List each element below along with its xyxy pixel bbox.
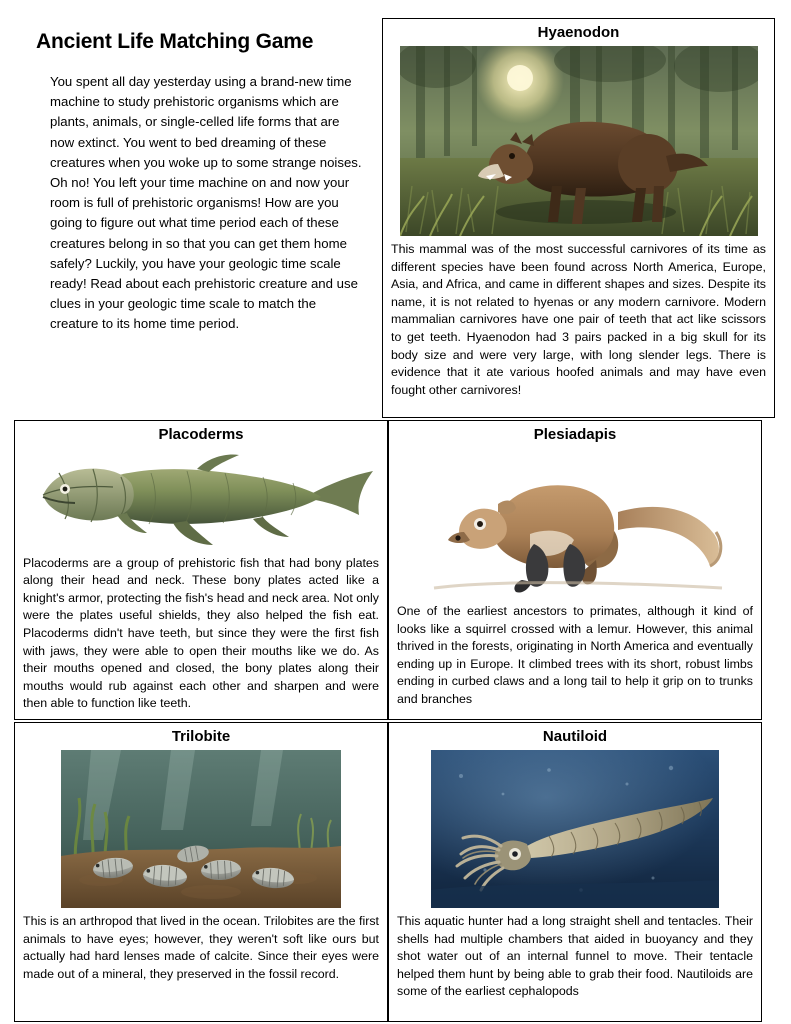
placoderm-fish-illustration — [21, 447, 381, 551]
intro-section — [14, 18, 382, 418]
card-image-hyaenodon — [383, 45, 774, 237]
card-image-trilobite — [15, 749, 387, 909]
intro-paragraph: You spent all day yesterday using a brand-new time machine to study prehistoric organisms which are plants, animals, or single-celled life forms that are now extinct. You went to bed dreaming of these creatures when you woke up to some strange noises. Oh no! You left your time machine on and now your room is full of prehistoric organisms! How are you going to figure out what time period each of these creatures belong in so that you can get them home safely? Luckily, you have your geologic time scale ready! Read about each prehistoric creature and use clues in your geologic time scale to match the creature to its home time period. — [50, 74, 362, 332]
nautiloid-underwater-illustration — [431, 750, 719, 908]
page-title: Ancient Life Matching Game — [36, 30, 314, 53]
card-title-hyaenodon: Hyaenodon — [537, 24, 620, 41]
card-title-placoderms: Placoderms — [158, 426, 244, 443]
card-hyaenodon — [382, 18, 775, 418]
card-text-placoderms: Placoderms are a group of prehistoric fish that had bony plates along their head and neck. These bony plates acted like a knight's armor, protecting the fish's head and neck area. Not only were the plates useful shields, they also helped the fish eat. Placoderms didn't have teeth, but since they were the first fish with jaws, they were able to open their mouths like we do. As their mouths opened and closed, the bony plates along their mouths would rub against each other and sharpen and were then able to function like teeth. — [23, 555, 379, 711]
card-title-nautiloid: Nautiloid — [542, 728, 608, 745]
card-text-trilobite: This is an arthropod that lived in the ocean. Trilobites are the first animals to have eyes; however, they weren't soft like ours but actually had hard lenses made of calcite. Since their eyes were made out of a mineral, they preserved in the fossil record. — [23, 914, 379, 981]
row-middle — [14, 420, 777, 720]
card-image-placoderms — [15, 447, 387, 551]
card-text-nautiloid: This aquatic hunter had a long straight shell and tentacles. Their shells had multiple chambers that aided in buoyancy and they shot water out of an internal funnel to move. Their tentacle helped them hunt by being able to grab their food. Nautiloids are some of the earliest cephalopods — [397, 914, 753, 999]
card-placoderms — [14, 420, 388, 720]
card-plesiadapis — [388, 420, 762, 720]
trilobite-seafloor-illustration — [61, 750, 341, 908]
hyaenodon-illustration — [400, 46, 758, 236]
card-title-plesiadapis: Plesiadapis — [533, 426, 617, 443]
row-bottom — [14, 722, 777, 1022]
card-text-hyaenodon: This mammal was of the most successful carnivores of its time as different species have been found across North America, Europe, Asia, and Africa, and came in different shapes and sizes. Despite its name, it is not related to hyenas or any modern carnivore. Modern mammalian carnivores have one pair of teeth that act like scissors to get teeth. Hyaenodon had 3 pairs packed in a big skull for its body size and were very large, with long slender legs. There is evidence that it ate various hoofed animals and may have even fought other carnivores! — [391, 242, 766, 397]
plesiadapis-illustration — [410, 448, 740, 598]
card-image-plesiadapis — [389, 447, 761, 599]
card-text-plesiadapis: One of the earliest ancestors to primates, although it kind of looks like a squirrel crossed with a lemur. However, this animal thrived in the forests, originating in North America and eventually ending up in Europe. It climbed trees with its short, robust limbs ending in curbed claws and a long tail to help it grip on to trunks and branches — [397, 604, 753, 707]
row-top — [14, 18, 777, 418]
card-nautiloid — [388, 722, 762, 1022]
card-grid — [14, 18, 777, 1022]
card-image-nautiloid — [389, 749, 761, 909]
card-title-trilobite: Trilobite — [171, 728, 231, 745]
card-trilobite — [14, 722, 388, 1022]
